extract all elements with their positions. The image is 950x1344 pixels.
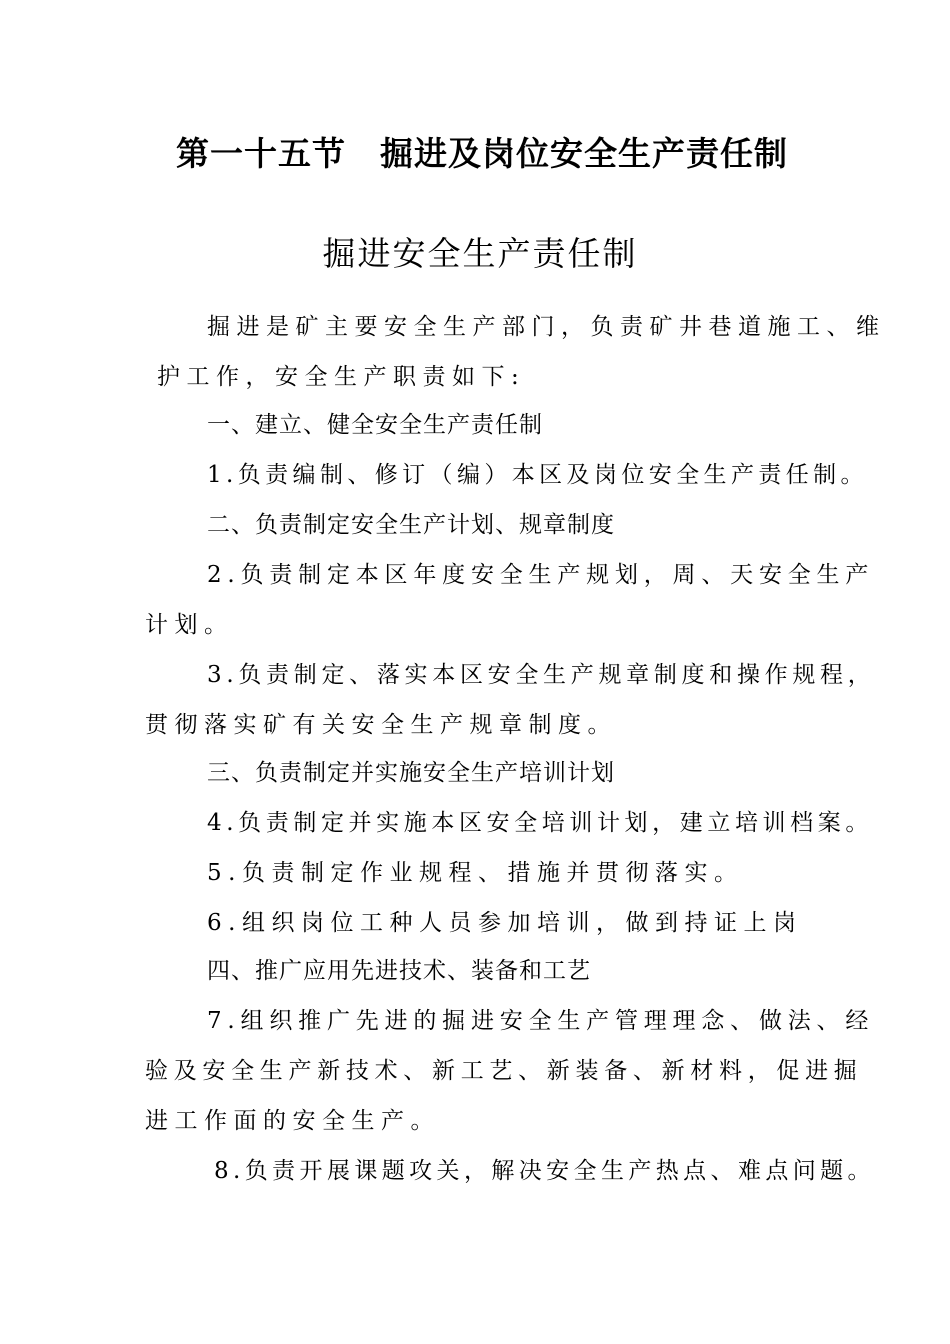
item-8: 8.负责开展课题攻关，解决安全生产热点、难点问题。: [214, 1158, 875, 1184]
intro-line-2: 护工作，安全生产职责如下:: [157, 364, 526, 390]
item-7-line-1: 7.组织推广先进的掘进安全生产管理理念、做法、经: [207, 1008, 875, 1034]
item-2-line-1: 2.负责制定本区年度安全生产规划，周、天安全生产: [207, 562, 875, 588]
item-5: 5.负责制定作业规程、措施并贯彻落实。: [207, 860, 744, 886]
section-1-heading: 一、建立、健全安全生产责任制: [207, 412, 543, 438]
item-4: 4.负责制定并实施本区安全培训计划，建立培训档案。: [207, 810, 873, 836]
item-1: 1.负责编制、修订（编）本区及岗位安全生产责任制。: [207, 462, 868, 488]
item-3-line-2: 贯彻落实矿有关安全生产规章制度。: [145, 712, 617, 738]
item-6: 6.组织岗位工种人员参加培训，做到持证上岗: [207, 910, 803, 936]
item-7-line-3: 进工作面的安全生产。: [145, 1108, 440, 1134]
item-3-line-1: 3.负责制定、落实本区安全生产规章制度和操作规程，: [207, 662, 876, 688]
sub-title: 掘进安全生产责任制: [322, 234, 638, 273]
section-3-heading: 三、负责制定并实施安全生产培训计划: [207, 760, 615, 786]
item-7-line-2: 验及安全生产新技术、新工艺、新装备、新材料，促进掘: [145, 1058, 863, 1084]
section-4-heading: 四、推广应用先进技术、装备和工艺: [207, 958, 591, 984]
intro-line-1: 掘进是矿主要安全生产部门，负责矿井巷道施工、维: [207, 314, 886, 340]
item-2-line-2: 计划。: [145, 612, 234, 638]
main-title: 第一十五节 掘进及岗位安全生产责任制: [176, 134, 788, 173]
section-2-heading: 二、负责制定安全生产计划、规章制度: [207, 512, 615, 538]
